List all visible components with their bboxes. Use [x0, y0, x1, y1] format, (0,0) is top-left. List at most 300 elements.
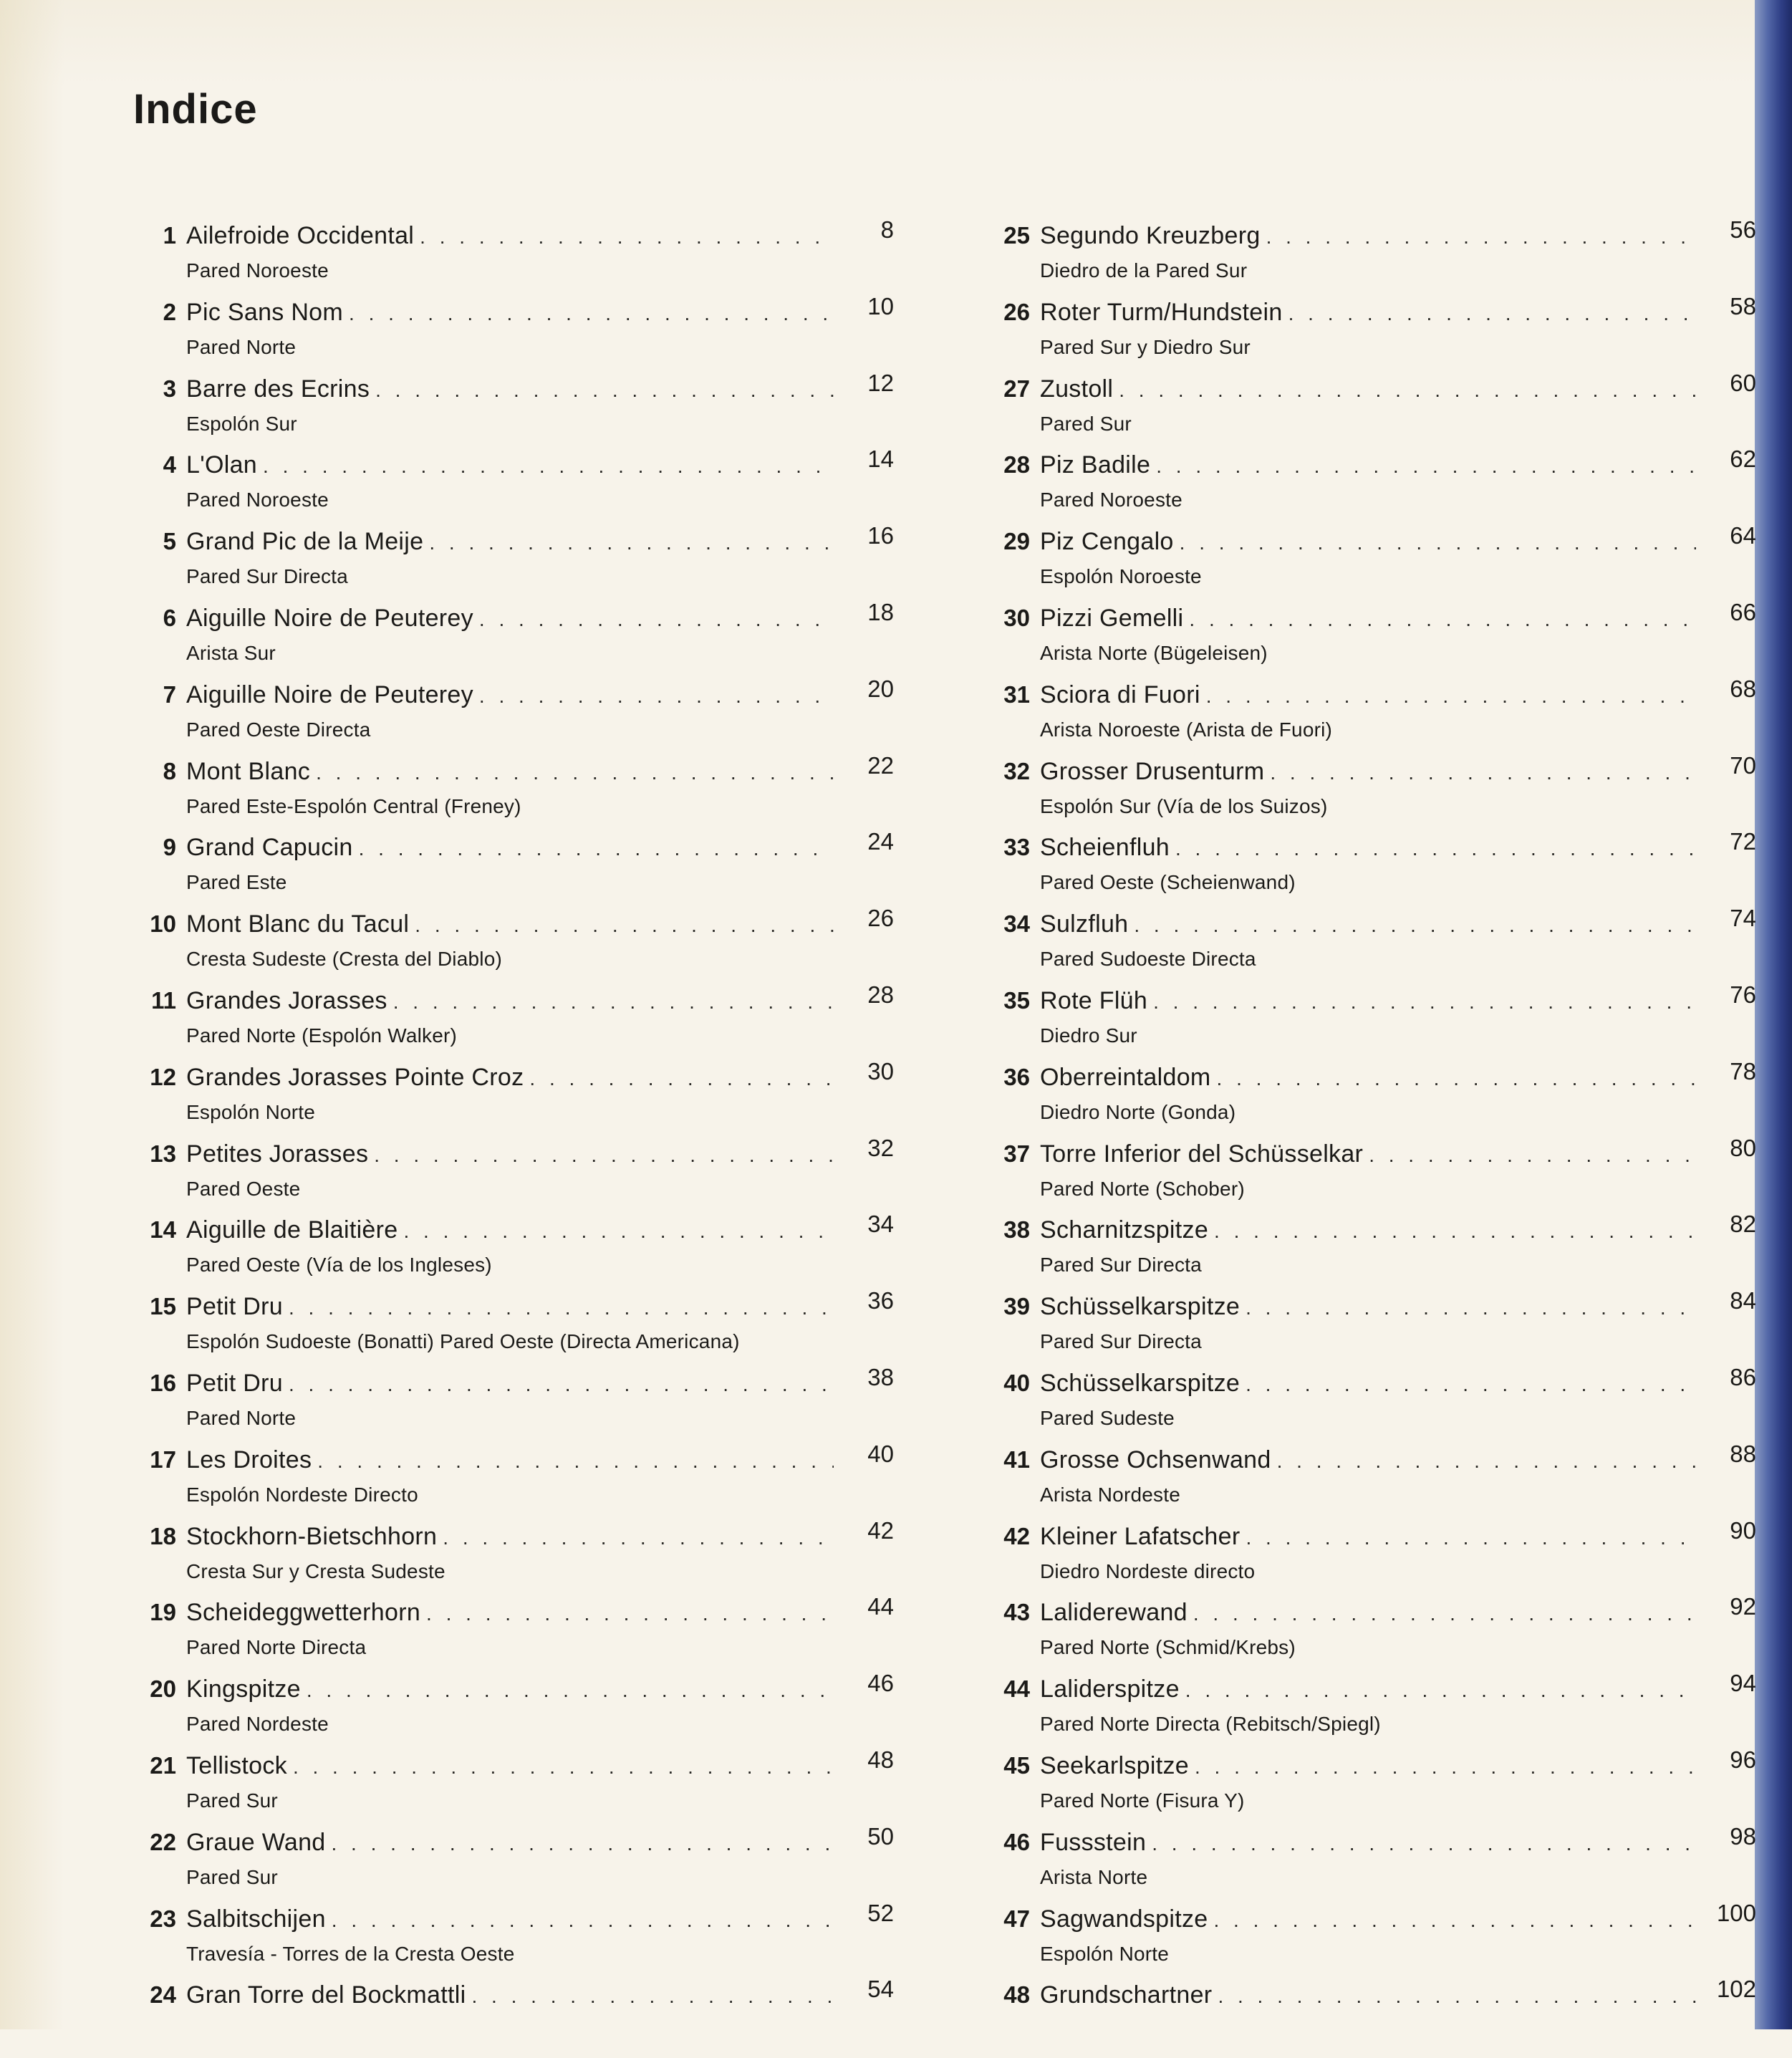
entry-page-number: 90: [1730, 1516, 1756, 1544]
toc-entry-line: [136, 828, 894, 870]
toc-entry-line: [136, 1440, 894, 1482]
toc-entry: [990, 1822, 1756, 1905]
toc-entry-line: [136, 369, 894, 411]
toc-entry: [990, 1899, 1756, 1982]
entry-route: Pared Oeste (Vía de los Ingleses): [186, 1254, 492, 1276]
dot-leader: [529, 1067, 834, 1090]
toc-entry-line: [136, 981, 894, 1023]
dot-leader: [359, 837, 834, 860]
entry-route: Espolón Sur: [186, 412, 297, 435]
entry-route: Pared Norte Directa (Rebitsch/Spiegl): [1040, 1713, 1381, 1736]
toc-entry-line: [136, 522, 894, 564]
entry-page-number: 66: [1730, 598, 1756, 625]
toc-entry: [990, 1211, 1756, 1293]
entry-number: 19: [150, 1599, 176, 1626]
entry-page-number: 58: [1730, 292, 1756, 319]
toc-entry: [990, 905, 1756, 987]
dot-leader: [307, 1679, 834, 1702]
entry-route: Espolón Noroeste: [1040, 565, 1202, 588]
entry-page-number: 42: [867, 1516, 894, 1544]
toc-entry-line: [990, 1899, 1756, 1941]
toc-entry: [136, 905, 894, 987]
entry-route: Arista Norte: [1040, 1865, 1148, 1888]
dot-leader: [289, 1297, 834, 1319]
entry-page-number: 32: [867, 1134, 894, 1161]
dot-leader: [1246, 1297, 1696, 1319]
entry-title: L'Olan: [186, 451, 258, 479]
entry-page-number: 102: [1716, 1976, 1756, 2003]
toc-entry: [990, 1976, 1756, 2058]
toc-entry: [990, 828, 1756, 910]
toc-entry-line: [136, 1211, 894, 1252]
dot-leader: [1152, 1832, 1696, 1855]
toc-entry: [990, 216, 1756, 299]
dot-leader: [1175, 837, 1696, 860]
entry-number: 20: [150, 1675, 176, 1703]
dot-leader: [332, 1909, 834, 1932]
toc-entry-line: [990, 1822, 1756, 1865]
entry-number: 32: [1003, 757, 1030, 784]
entry-title: Barre des Ecrins: [186, 375, 370, 403]
toc-entry-line: [990, 292, 1756, 335]
entry-number: 14: [150, 1216, 176, 1244]
dot-leader: [1217, 1067, 1696, 1090]
entry-page-number: 20: [867, 675, 894, 702]
entry-title: Torre Inferior del Schüsselkar: [1040, 1140, 1364, 1168]
entry-number: 3: [163, 375, 176, 402]
entry-page-number: 8: [880, 216, 894, 243]
entry-number: 29: [1003, 528, 1030, 555]
entry-title: Petit Dru: [186, 1293, 283, 1321]
entry-title: Roter Turm/Hundstein: [1040, 298, 1283, 326]
entry-title: Aiguille de Blaitière: [186, 1216, 398, 1244]
entry-number: 2: [163, 298, 176, 325]
entry-page-number: 18: [867, 598, 894, 625]
entry-title: Laliderewand: [1040, 1599, 1188, 1627]
entry-route: Diedro Norte (Gonda): [1040, 1100, 1236, 1123]
entry-page-number: 44: [867, 1593, 894, 1620]
dot-leader: [263, 455, 834, 478]
entry-number: 28: [1003, 451, 1030, 479]
toc-entry: [136, 369, 894, 452]
dot-leader: [349, 302, 834, 325]
entry-number: 38: [1003, 1216, 1030, 1244]
entry-title: Grosse Ochsenwand: [1040, 1446, 1271, 1473]
dot-leader: [317, 1450, 834, 1473]
dot-leader: [420, 226, 834, 249]
entry-number: 39: [1003, 1293, 1030, 1320]
toc-entry-line: [990, 216, 1756, 258]
toc-entry-line: [136, 1516, 894, 1559]
entry-number: 7: [163, 681, 176, 708]
entry-route: Pared Norte: [186, 1406, 297, 1429]
entry-title: Sagwandspitze: [1040, 1905, 1208, 1933]
entry-route: Pared Sur y Diedro Sur: [1040, 335, 1251, 358]
book-edge-strip: [1755, 0, 1792, 2029]
entry-page-number: 88: [1730, 1440, 1756, 1467]
entry-page-number: 64: [1730, 522, 1756, 549]
entry-route: Espolón Sudoeste (Bonatti) Pared Oeste (Directa Americana): [186, 1330, 740, 1353]
toc-entry: [136, 1134, 894, 1217]
entry-page-number: 26: [867, 905, 894, 932]
toc-entry: [136, 1822, 894, 1905]
entry-title: Sciora di Fuori: [1040, 681, 1200, 708]
toc-entry-line: [990, 1363, 1756, 1405]
entry-number: 18: [150, 1522, 176, 1549]
toc-entry: [136, 1976, 894, 2058]
dot-leader: [1193, 1602, 1696, 1625]
entry-route: Pared Este-Espolón Central (Freney): [186, 794, 521, 817]
entry-title: Grundschartner: [1040, 1981, 1213, 2009]
entry-route: Arista Nordeste: [1040, 1483, 1180, 1506]
entry-title: Schüsselkarspitze: [1040, 1369, 1241, 1397]
entry-page-number: 72: [1730, 828, 1756, 855]
dot-leader: [1134, 914, 1696, 937]
entry-route: Cresta Sur y Cresta Sudeste: [186, 1559, 445, 1582]
entry-title: Stockhorn-Bietschhorn: [186, 1522, 438, 1550]
toc-entry: [990, 598, 1756, 681]
toc-entry: [990, 522, 1756, 605]
entry-title: Aiguille Noire de Peuterey: [186, 681, 473, 708]
toc-entry-line: [990, 1134, 1756, 1176]
toc-column-left: [136, 216, 894, 2058]
entry-page-number: 12: [867, 369, 894, 396]
toc-entry: [990, 446, 1756, 528]
toc-entry: [136, 292, 894, 375]
entry-number: 47: [1003, 1905, 1030, 1932]
dot-leader: [426, 1602, 834, 1625]
toc-entry: [136, 675, 894, 758]
entry-page-number: 34: [867, 1211, 894, 1238]
entry-title: Petit Dru: [186, 1369, 283, 1397]
entry-number: 35: [1003, 986, 1030, 1014]
entry-title: Les Droites: [186, 1446, 312, 1473]
entry-route: Pared Sur Directa: [1040, 1330, 1202, 1353]
toc-entry-line: [990, 598, 1756, 640]
entry-page-number: 86: [1730, 1363, 1756, 1390]
toc-entry-line: [136, 216, 894, 258]
entry-route: Pared Este: [186, 871, 287, 894]
dot-leader: [332, 1832, 834, 1855]
entry-page-number: 22: [867, 751, 894, 779]
entry-route: Pared Norte: [186, 335, 297, 358]
toc-entry: [990, 1516, 1756, 1600]
entry-page-number: 98: [1730, 1822, 1756, 1850]
dot-leader: [1288, 302, 1696, 325]
entry-page-number: 10: [867, 292, 894, 319]
entry-page-number: 94: [1730, 1670, 1756, 1697]
entry-title: Scheideggwetterhorn: [186, 1599, 421, 1627]
toc-entry-line: [990, 1746, 1756, 1788]
entry-number: 1: [163, 222, 176, 249]
toc-entry-line: [136, 1287, 894, 1329]
dot-leader: [1185, 1679, 1696, 1702]
entry-number: 10: [150, 910, 176, 938]
entry-page-number: 28: [867, 981, 894, 1008]
dot-leader: [1270, 761, 1696, 784]
entry-route: Espolón Norte: [186, 1100, 316, 1123]
entry-number: 27: [1003, 375, 1030, 402]
entry-route: Pared Norte (Schmid/Krebs): [1040, 1636, 1296, 1659]
entry-route: Diedro Sur: [1040, 1024, 1137, 1047]
entry-route: Pared Sudeste: [1040, 1406, 1175, 1429]
dot-leader: [1369, 1144, 1696, 1167]
entry-page-number: 16: [867, 522, 894, 549]
dot-leader: [289, 1373, 834, 1396]
entry-title: Oberreintaldom: [1040, 1063, 1211, 1091]
entry-page-number: 70: [1730, 751, 1756, 779]
entry-number: 8: [163, 757, 176, 784]
entry-number: 34: [1003, 910, 1030, 938]
toc-entry-line: [136, 598, 894, 640]
toc-entry: [990, 1670, 1756, 1752]
entry-page-number: 80: [1730, 1134, 1756, 1161]
entry-route: Cresta Sudeste (Cresta del Diablo): [186, 948, 502, 971]
entry-route: Pared Oeste: [186, 1177, 301, 1200]
toc-entry: [136, 1057, 894, 1140]
entry-page-number: 68: [1730, 675, 1756, 702]
toc-entry: [990, 1057, 1756, 1140]
toc-entry-line: [990, 1440, 1756, 1482]
toc-entry-line: [990, 1287, 1756, 1329]
entry-route: Arista Noroeste (Arista de Fuori): [1040, 718, 1333, 741]
entry-title: Piz Badile: [1040, 451, 1151, 479]
toc-entry-line: [136, 1134, 894, 1176]
dot-leader: [316, 761, 834, 784]
toc-entry-line: [990, 905, 1756, 946]
entry-number: 31: [1003, 681, 1030, 708]
toc-entry: [136, 1593, 894, 1675]
entry-page-number: 78: [1730, 1057, 1756, 1085]
entry-route: Espolón Norte: [1040, 1942, 1170, 1965]
entry-page-number: 14: [867, 446, 894, 473]
entry-number: 37: [1003, 1140, 1030, 1167]
entry-number: 21: [150, 1751, 176, 1779]
toc-entry-line: [990, 1670, 1756, 1711]
entry-title: Rote Flüh: [1040, 986, 1148, 1014]
entry-title: Mont Blanc du Tacul: [186, 910, 410, 938]
entry-page-number: 84: [1730, 1287, 1756, 1314]
entry-page-number: 96: [1730, 1746, 1756, 1773]
toc-entry: [990, 1363, 1756, 1446]
entry-route: Pared Sur: [186, 1789, 278, 1812]
toc-entry-line: [136, 1822, 894, 1865]
toc-entry-line: [136, 1057, 894, 1100]
toc-entry-line: [136, 675, 894, 717]
entry-route: Diedro Nordeste directo: [1040, 1559, 1256, 1582]
entry-route: Espolón Sur (Vía de los Suizos): [1040, 794, 1328, 817]
entry-number: 45: [1003, 1751, 1030, 1779]
toc-entry-line: [990, 1593, 1756, 1635]
toc-entry: [990, 292, 1756, 375]
entry-number: 11: [151, 986, 176, 1014]
entry-title: Mont Blanc: [186, 757, 311, 785]
entry-route: Pared Sur: [1040, 412, 1132, 435]
toc-entry-line: [136, 1670, 894, 1711]
entry-page-number: 40: [867, 1440, 894, 1467]
toc-entry-line: [136, 1593, 894, 1635]
entry-page-number: 38: [867, 1363, 894, 1390]
entry-title: Scharnitzspitze: [1040, 1216, 1209, 1244]
page-title: Indice: [133, 86, 258, 133]
dot-leader: [1153, 991, 1696, 1014]
entry-title: Zustoll: [1040, 375, 1114, 403]
entry-number: 48: [1003, 1981, 1030, 2009]
entry-number: 23: [150, 1905, 176, 1932]
entry-number: 15: [150, 1293, 176, 1320]
toc-entry: [990, 981, 1756, 1064]
entry-number: 4: [163, 451, 176, 479]
entry-number: 30: [1003, 604, 1030, 631]
entry-route: Pared Norte (Espolón Walker): [186, 1024, 458, 1047]
entry-number: 42: [1003, 1522, 1030, 1549]
entry-title: Segundo Kreuzberg: [1040, 222, 1261, 249]
toc-entry: [136, 598, 894, 681]
dot-leader: [375, 379, 834, 402]
entry-number: 9: [163, 834, 176, 861]
dot-leader: [1195, 1756, 1696, 1779]
entry-title: Laliderspitze: [1040, 1675, 1180, 1703]
entry-route: Pared Oeste (Scheienwand): [1040, 871, 1296, 894]
entry-page-number: 54: [867, 1976, 894, 2003]
entry-route: Pared Norte (Fisura Y): [1040, 1789, 1245, 1812]
toc-entry: [136, 1516, 894, 1600]
dot-leader: [479, 685, 834, 708]
entry-route: Pared Noroeste: [186, 489, 329, 511]
entry-title: Graue Wand: [186, 1828, 326, 1856]
toc-entry: [136, 446, 894, 528]
entry-number: 33: [1003, 834, 1030, 861]
toc-entry-line: [136, 1746, 894, 1788]
entry-page-number: 100: [1716, 1899, 1756, 1926]
entry-page-number: 52: [867, 1899, 894, 1926]
entry-title: Piz Cengalo: [1040, 528, 1174, 556]
entry-route: Arista Sur: [186, 641, 276, 664]
entry-title: Grosser Drusenturm: [1040, 757, 1265, 785]
entry-number: 26: [1003, 298, 1030, 325]
entry-title: Tellistock: [186, 1751, 287, 1779]
toc-entry: [990, 369, 1756, 452]
toc-entry: [136, 981, 894, 1064]
entry-route: Diedro de la Pared Sur: [1040, 259, 1248, 282]
entry-page-number: 24: [867, 828, 894, 855]
dot-leader: [1180, 532, 1696, 554]
dot-leader: [1246, 1526, 1696, 1549]
dot-leader: [1119, 379, 1696, 402]
dot-leader: [374, 1144, 834, 1167]
dot-leader: [1189, 608, 1696, 631]
toc-entry: [136, 1211, 894, 1293]
toc-entry-line: [136, 1363, 894, 1405]
toc-column-right: [990, 216, 1756, 2058]
entry-route: Espolón Nordeste Directo: [186, 1483, 418, 1506]
toc-entry-line: [990, 751, 1756, 794]
dot-leader: [403, 1220, 834, 1243]
dot-leader: [479, 608, 834, 631]
toc-entry: [990, 1287, 1756, 1370]
toc-entry: [136, 1746, 894, 1829]
entry-number: 12: [150, 1063, 176, 1090]
entry-number: 44: [1003, 1675, 1030, 1703]
toc-entry-line: [990, 675, 1756, 717]
entry-title: Grand Capucin: [186, 834, 353, 862]
dot-leader: [1218, 1985, 1696, 2008]
entry-number: 6: [163, 604, 176, 631]
dot-leader: [471, 1985, 834, 2008]
dot-leader: [293, 1756, 834, 1779]
entry-page-number: 74: [1730, 905, 1756, 932]
entry-title: Fussstein: [1040, 1828, 1147, 1856]
toc-entry-line: [136, 905, 894, 946]
toc-entry: [136, 1899, 894, 1982]
toc-entry-line: [136, 446, 894, 487]
entry-route: Pared Noroeste: [186, 259, 329, 282]
entry-route: Pared Sur Directa: [1040, 1254, 1202, 1276]
dot-leader: [1246, 1373, 1696, 1396]
entry-page-number: 92: [1730, 1593, 1756, 1620]
dot-leader: [393, 991, 834, 1014]
entry-page-number: 82: [1730, 1211, 1756, 1238]
entry-title: Gran Torre del Bockmattli: [186, 1981, 466, 2009]
entry-title: Grandes Jorasses Pointe Croz: [186, 1063, 524, 1091]
entry-route: Pared Sudoeste Directa: [1040, 948, 1256, 971]
toc-entry: [136, 751, 894, 835]
entry-page-number: 62: [1730, 446, 1756, 473]
entry-page-number: 48: [867, 1746, 894, 1773]
entry-number: 22: [150, 1828, 176, 1855]
toc-entry: [136, 1440, 894, 1523]
entry-route: Pared Noroeste: [1040, 489, 1182, 511]
dot-leader: [1206, 685, 1696, 708]
entry-title: Salbitschijen: [186, 1905, 326, 1933]
toc-entry-line: [990, 1211, 1756, 1252]
toc-entry: [136, 1287, 894, 1370]
toc-entry: [990, 1746, 1756, 1829]
entry-title: Pic Sans Nom: [186, 298, 344, 326]
entry-title: Ailefroide Occidental: [186, 222, 415, 249]
dot-leader: [1214, 1909, 1697, 1932]
dot-leader: [443, 1526, 834, 1549]
toc-entry: [990, 751, 1756, 835]
toc-entry-line: [136, 1899, 894, 1941]
entry-number: 36: [1003, 1063, 1030, 1090]
entry-number: 43: [1003, 1599, 1030, 1626]
entry-number: 40: [1003, 1369, 1030, 1396]
entry-route: Pared Oeste Directa: [186, 718, 371, 741]
entry-number: 46: [1003, 1828, 1030, 1855]
entry-route: Pared Nordeste: [186, 1713, 329, 1736]
toc-entry-line: [990, 981, 1756, 1023]
toc-entry-line: [990, 1057, 1756, 1100]
entry-route: Pared Sur: [186, 1865, 278, 1888]
toc-entry: [990, 675, 1756, 758]
toc-entry-line: [990, 522, 1756, 564]
entry-route: Pared Sur Directa: [186, 565, 348, 588]
entry-page-number: 46: [867, 1670, 894, 1697]
dot-leader: [1277, 1450, 1696, 1473]
entry-page-number: 30: [867, 1057, 894, 1085]
entry-number: 24: [150, 1981, 176, 2009]
dot-leader: [415, 914, 834, 937]
entry-number: 41: [1003, 1446, 1030, 1473]
entry-page-number: 76: [1730, 981, 1756, 1008]
entry-title: Petites Jorasses: [186, 1140, 369, 1168]
entry-title: Sulzfluh: [1040, 910, 1129, 938]
entry-title: Grand Pic de la Meije: [186, 528, 424, 556]
toc-entry-line: [136, 751, 894, 794]
toc-entry-line: [136, 1976, 894, 2017]
toc-entry: [990, 1593, 1756, 1675]
